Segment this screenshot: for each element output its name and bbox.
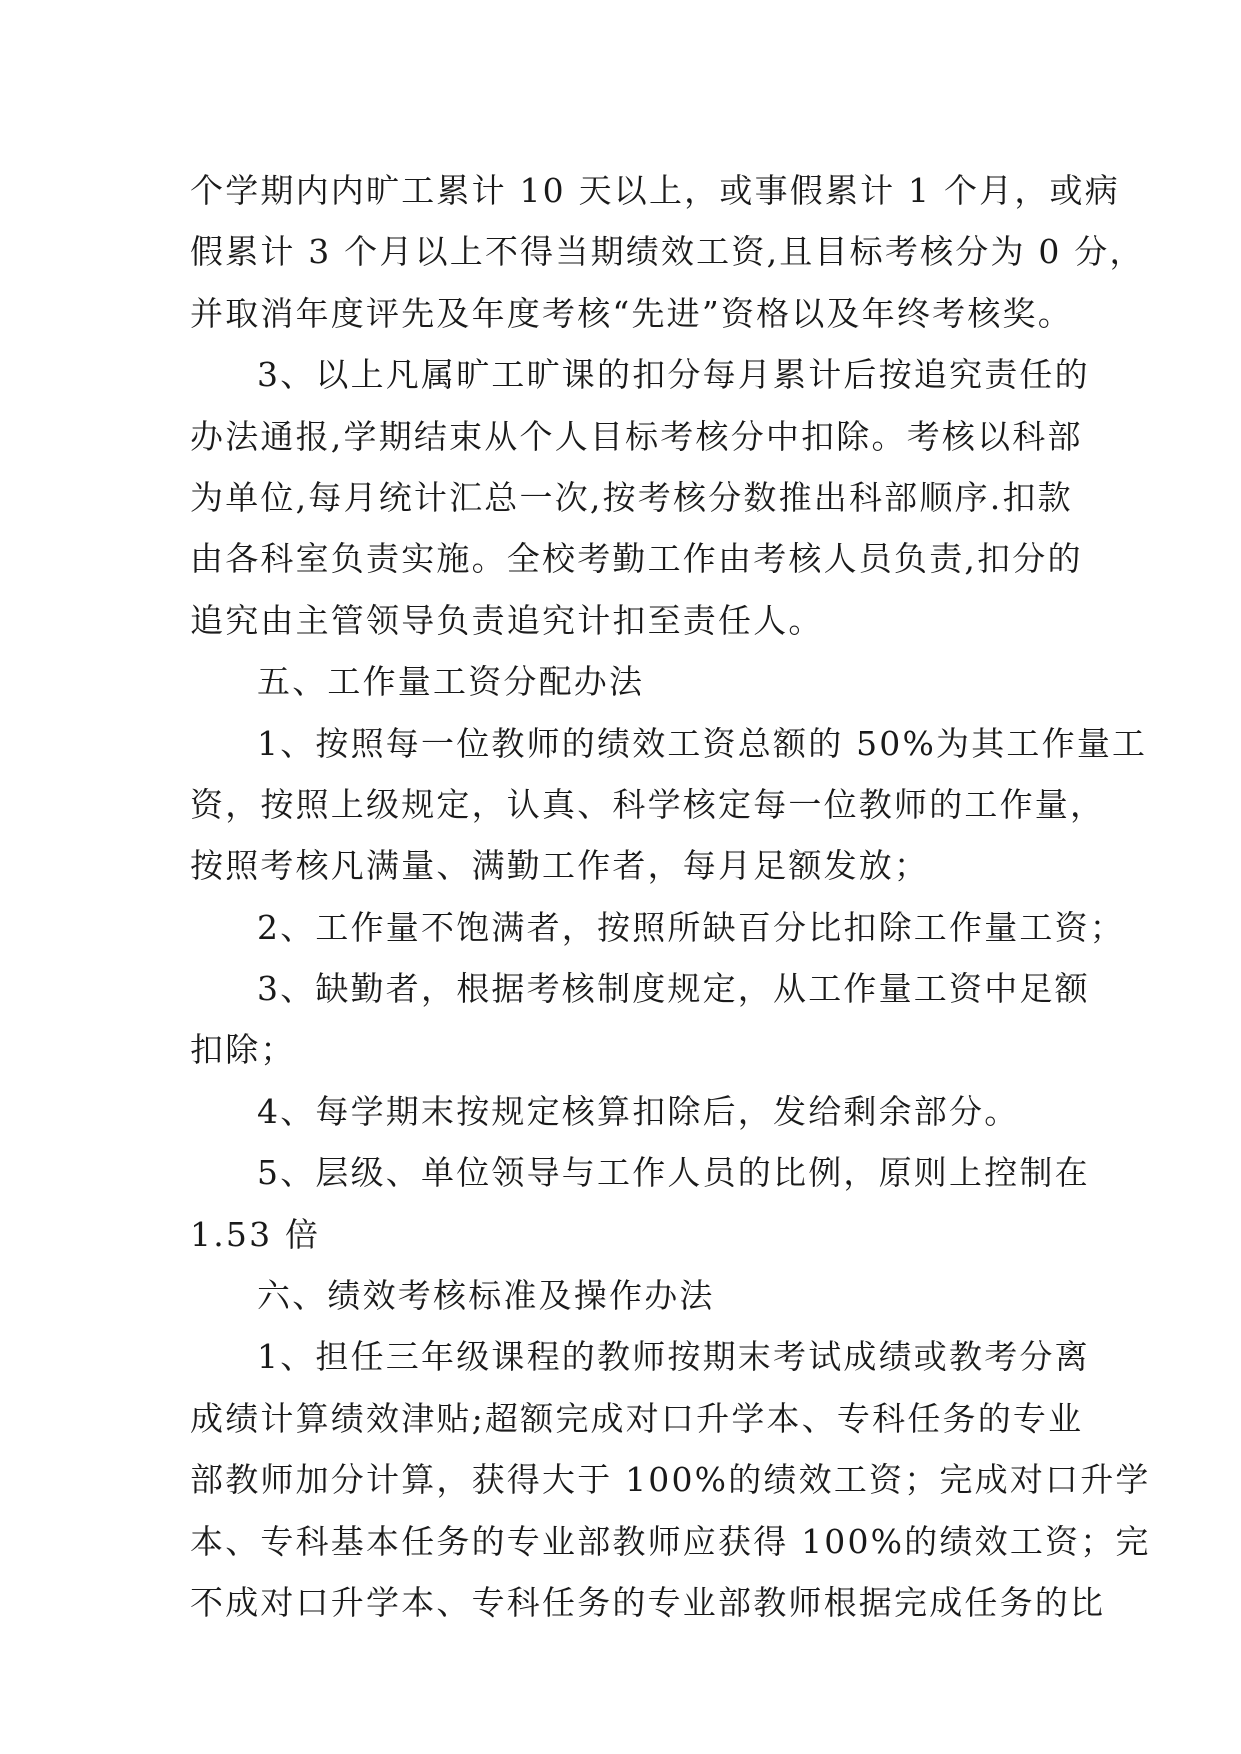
text-line: 3、缺勤者，根据考核制度规定，从工作量工资中足额 — [257, 969, 1090, 1009]
text-line: 扣除； — [190, 1030, 296, 1070]
text-line: 4、每学期末按规定核算扣除后，发给剩余部分。 — [257, 1091, 1020, 1131]
text-line: 假累计 3 个月以上不得当期绩效工资,且目标考核分为 0 分， — [190, 232, 1145, 272]
text-line: 2、工作量不饱满者，按照所缺百分比扣除工作量工资； — [257, 907, 1125, 947]
text-line: 部教师加分计算，获得大于 100%的绩效工资；完成对口升学 — [190, 1460, 1151, 1500]
text-line: 1.53 倍 — [190, 1214, 321, 1254]
section-heading: 五、工作量工资分配办法 — [257, 662, 645, 702]
text-line: 不成对口升学本、专科任务的专业部教师根据完成任务的比 — [190, 1582, 1106, 1622]
text-line: 办法通报,学期结束从个人目标考核分中扣除。考核以科部 — [190, 416, 1083, 456]
text-line: 并取消年度评先及年度考核“先进”资格以及年终考核奖。 — [190, 293, 1073, 333]
text-line: 按照考核凡满量、满勤工作者，每月足额发放； — [190, 846, 930, 886]
text-line: 追究由主管领导负责追究计扣至责任人。 — [190, 600, 824, 640]
text-line: 由各科室负责实施。全校考勤工作由考核人员负责,扣分的 — [190, 539, 1083, 579]
text-line: 资，按照上级规定，认真、科学核定每一位教师的工作量， — [190, 784, 1106, 824]
text-line: 成绩计算绩效津贴;超额完成对口升学本、专科任务的专业 — [190, 1398, 1084, 1438]
text-line: 个学期内内旷工累计 10 天以上，或事假累计 1 个月，或病 — [190, 171, 1120, 210]
text-line: 3、以上凡属旷工旷课的扣分每月累计后按追究责任的 — [257, 355, 1090, 395]
text-line: 1、担任三年级课程的教师按期末考试成绩或教考分离 — [257, 1337, 1090, 1377]
text-line: 5、层级、单位领导与工作人员的比例，原则上控制在 — [257, 1153, 1090, 1193]
document-body — [190, 160, 1151, 1633]
text-line: 1、按照每一位教师的绩效工资总额的 50%为其工作量工 — [257, 723, 1148, 763]
text-line: 本、专科基本任务的专业部教师应获得 100%的绩效工资；完 — [190, 1521, 1151, 1561]
text-line: 为单位,每月统计汇总一次,按考核分数推出科部顺序.扣款 — [190, 477, 1073, 517]
section-heading: 六、绩效考核标准及操作办法 — [257, 1276, 715, 1316]
